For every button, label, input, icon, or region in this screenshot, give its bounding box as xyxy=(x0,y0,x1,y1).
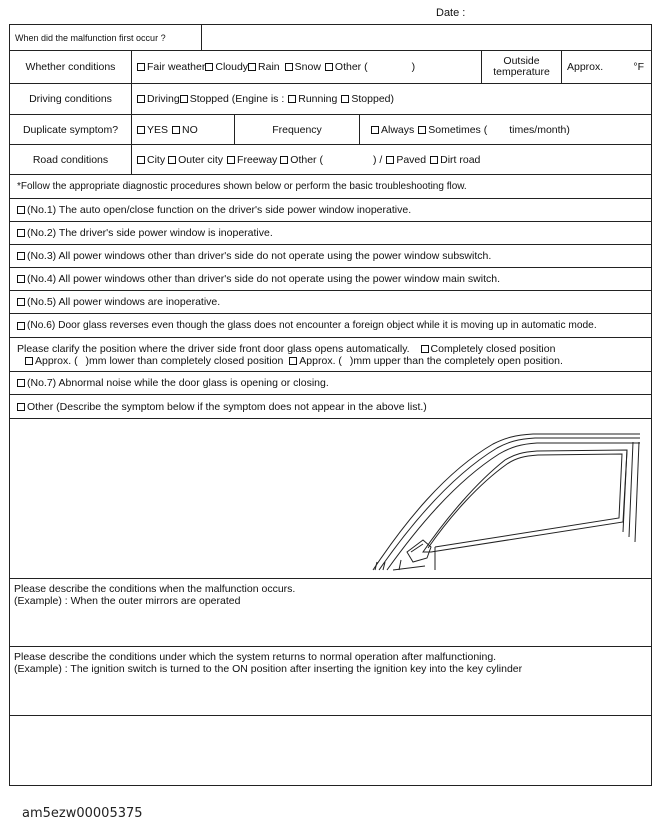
approx-lower-option[interactable]: Approx. ( xyxy=(25,355,78,367)
symptom-no3[interactable]: (No.3) All power windows other than driver's side do not operate using the power window subswitch. xyxy=(10,245,651,268)
checkbox-icon[interactable] xyxy=(17,275,25,283)
times-per-month-label: times/month) xyxy=(509,123,570,136)
symptom-no6[interactable]: (No.6) Door glass reverses even though the glass does not encounter a foreign object while it is moving up in automatic mode. xyxy=(10,314,651,338)
normal-operation-area[interactable] xyxy=(10,647,651,716)
checkbox-icon[interactable] xyxy=(17,298,25,306)
driving-conditions-row xyxy=(10,84,651,115)
running-option[interactable]: Running xyxy=(288,93,337,105)
driving-options xyxy=(132,84,651,114)
checkbox-icon[interactable] xyxy=(418,126,426,134)
checkbox-icon[interactable] xyxy=(137,156,145,164)
duplicate-symptom-row xyxy=(10,115,651,145)
checkbox-icon[interactable] xyxy=(172,126,180,134)
sometimes-option[interactable]: Sometimes ( xyxy=(418,124,487,136)
checkbox-icon[interactable] xyxy=(289,357,297,365)
road-conditions-label: Road conditions xyxy=(10,145,132,174)
checkbox-icon[interactable] xyxy=(371,126,379,134)
outside-temperature-label: Outside temperature xyxy=(482,51,562,83)
checkbox-icon[interactable] xyxy=(137,95,145,103)
checkbox-icon[interactable] xyxy=(421,345,429,353)
checkbox-icon[interactable] xyxy=(17,322,25,330)
clarify-position-row xyxy=(10,338,651,372)
dirt-road-option[interactable]: Dirt road xyxy=(430,154,480,166)
malfunction-first-occur-label: When did the malfunction first occur ? xyxy=(10,25,202,50)
duplicate-symptom-label: Duplicate symptom? xyxy=(10,115,132,144)
symptom-other[interactable]: Other (Describe the symptom below if the symptom does not appear in the above list.) xyxy=(10,395,651,419)
road-other-option[interactable]: Other ( xyxy=(280,154,323,166)
rain-option[interactable]: Rain xyxy=(248,61,280,73)
malfunction-conditions-area[interactable] xyxy=(10,579,651,647)
stopped-option[interactable]: Stopped (Engine is : xyxy=(180,93,285,105)
road-options xyxy=(132,145,651,174)
driving-conditions-label: Driving conditions xyxy=(10,84,132,114)
checkbox-icon[interactable] xyxy=(288,95,296,103)
checkbox-icon[interactable] xyxy=(17,252,25,260)
checkbox-icon[interactable] xyxy=(17,403,25,411)
malfunction-conditions-prompt: Please describe the conditions when the malfunction occurs. xyxy=(14,583,296,595)
frequency-options xyxy=(360,115,651,144)
snow-option[interactable]: Snow xyxy=(285,61,321,73)
symptom-no1[interactable]: (No.1) The auto open/close function on the driver's side power window inoperative. xyxy=(10,199,651,222)
weather-other-close: ) xyxy=(411,61,416,73)
symptom-no2[interactable]: (No.2) The driver's side power window is inoperative. xyxy=(10,222,651,245)
checkbox-icon[interactable] xyxy=(325,63,333,71)
no-option[interactable]: NO xyxy=(172,124,198,136)
symptom-no7[interactable]: (No.7) Abnormal noise while the door glass is opening or closing. xyxy=(10,372,651,395)
driving-option[interactable]: Driving xyxy=(137,93,180,105)
normal-operation-example: (Example) : The ignition switch is turned to the ON position after inserting the ignition key into the key cylinder xyxy=(14,663,523,675)
malfunction-conditions-example: (Example) : When the outer mirrors are operated xyxy=(14,595,241,607)
symptom-no5[interactable]: (No.5) All power windows are inoperative. xyxy=(10,291,651,314)
date-label: Date : xyxy=(436,7,466,19)
document-code: am5ezw00005375 xyxy=(22,806,143,821)
checkbox-icon[interactable] xyxy=(227,156,235,164)
weather-conditions-label: Whether conditions xyxy=(10,51,132,83)
fahrenheit-unit: °F xyxy=(633,61,644,73)
weather-conditions-row xyxy=(10,51,651,84)
checkbox-icon[interactable] xyxy=(280,156,288,164)
road-separator: ) / xyxy=(372,153,383,166)
checkbox-icon[interactable] xyxy=(17,206,25,214)
checkbox-icon[interactable] xyxy=(430,156,438,164)
normal-operation-prompt: Please describe the conditions under which the system returns to normal operation after malfunctioning. xyxy=(14,651,497,663)
completely-closed-option[interactable]: Completely closed position xyxy=(421,343,556,355)
checkbox-icon[interactable] xyxy=(137,126,145,134)
always-option[interactable]: Always xyxy=(371,124,414,136)
checkbox-icon[interactable] xyxy=(25,357,33,365)
weather-options xyxy=(132,51,482,83)
checkbox-icon[interactable] xyxy=(137,63,145,71)
engine-stopped-option[interactable]: Stopped) xyxy=(341,93,394,105)
duplicate-options xyxy=(132,115,235,144)
weather-other-option[interactable]: Other ( xyxy=(325,61,368,73)
outer-city-option[interactable]: Outer city xyxy=(168,154,223,166)
blank-notes-area[interactable] xyxy=(10,716,651,785)
temperature-field[interactable] xyxy=(562,51,651,83)
approx-upper-text: )mm upper than the completely open position. xyxy=(349,354,563,367)
paved-option[interactable]: Paved xyxy=(386,154,426,166)
fair-weather-option[interactable]: Fair weather xyxy=(137,61,205,73)
checkbox-icon[interactable] xyxy=(386,156,394,164)
symptom-no4[interactable]: (No.4) All power windows other than driver's side do not operate using the power window main switch. xyxy=(10,268,651,291)
approx-lower-text: )mm lower than completely closed position xyxy=(85,354,284,367)
road-conditions-row xyxy=(10,145,651,175)
instruction-text: *Follow the appropriate diagnostic procedures shown below or perform the basic troubleshooting flow. xyxy=(10,175,651,199)
malfunction-first-occur-field[interactable] xyxy=(202,25,651,50)
checkbox-icon[interactable] xyxy=(205,63,213,71)
malfunction-first-occur-row xyxy=(10,25,651,51)
car-door-window-illustration xyxy=(365,402,650,572)
checkbox-icon[interactable] xyxy=(17,229,25,237)
approx-upper-option[interactable]: Approx. ( xyxy=(289,355,342,367)
clarify-position-text: Please clarify the position where the driver side front door glass opens automatically. xyxy=(17,342,410,355)
yes-option[interactable]: YES xyxy=(137,124,168,136)
freeway-option[interactable]: Freeway xyxy=(227,154,277,166)
frequency-label: Frequency xyxy=(235,115,360,144)
checkbox-icon[interactable] xyxy=(285,63,293,71)
approx-label: Approx. xyxy=(567,61,604,73)
checkbox-icon[interactable] xyxy=(248,63,256,71)
checkbox-icon[interactable] xyxy=(17,379,25,387)
cloudy-option[interactable]: Cloudy xyxy=(205,61,248,73)
city-option[interactable]: City xyxy=(137,154,165,166)
checkbox-icon[interactable] xyxy=(341,95,349,103)
checkbox-icon[interactable] xyxy=(180,95,188,103)
checkbox-icon[interactable] xyxy=(168,156,176,164)
